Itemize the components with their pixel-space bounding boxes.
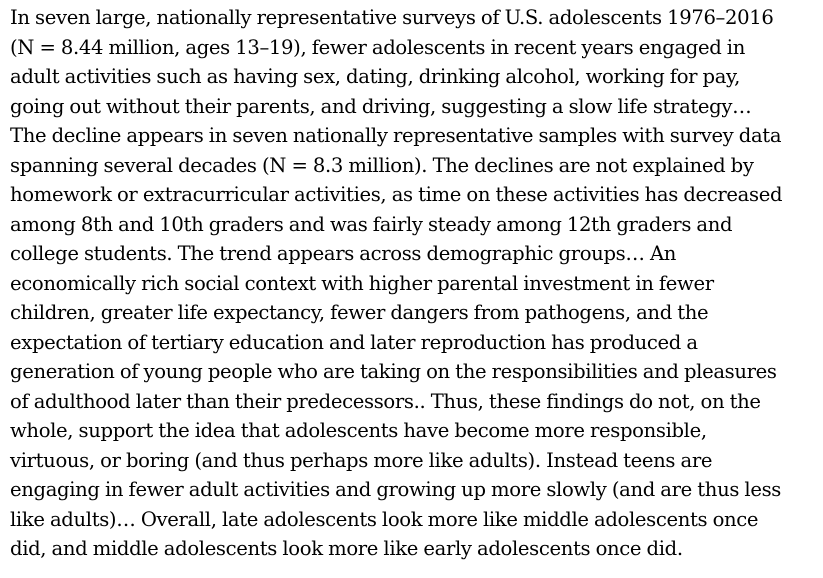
- passage-line: expectation of tertiary education and later reproduction has produced a: [10, 330, 698, 354]
- passage-line: The decline appears in seven nationally representative samples with survey data: [10, 124, 782, 147]
- passage-line: economically rich social context with higher parental investment in fewer: [10, 271, 714, 295]
- passage-line: of adulthood later than their predecessors.. Thus, these findings do not, on the: [10, 389, 761, 413]
- passage-line: like adults)… Overall, late adolescents look more like middle adolescents once: [10, 507, 759, 531]
- passage-line: virtuous, or boring (and thus perhaps more like adults). Instead teens are: [10, 448, 713, 472]
- passage-line: college students. The trend appears across demographic groups… An: [10, 242, 677, 265]
- passage-line: among 8th and 10th graders and was fairly steady among 12th graders and: [10, 212, 733, 236]
- passage-line: whole, support the idea that adolescents have become more responsible,: [10, 419, 707, 442]
- passage-line: going out without their parents, and driving, suggesting a slow life strategy…: [10, 94, 752, 118]
- passage-line: engaging in fewer adult activities and growing up more slowly (and are thus less: [10, 478, 781, 501]
- passage-line: children, greater life expectancy, fewer dangers from pathogens, and the: [10, 301, 709, 324]
- passage-line: adult activities such as having sex, dating, drinking alcohol, working for pay,: [10, 65, 741, 88]
- passage-line: did, and middle adolescents look more like early adolescents once did.: [10, 537, 683, 560]
- passage-line: In seven large, nationally representative surveys of U.S. adolescents 1976–2016: [10, 6, 774, 29]
- passage-line: spanning several decades (N = 8.3 million). The declines are not explained by: [10, 153, 754, 177]
- passage-line: (N = 8.44 million, ages 13–19), fewer adolescents in recent years engaged in: [10, 35, 745, 59]
- quoted-passage: [10, 3, 818, 564]
- passage-line: generation of young people who are taking on the responsibilities and pleasures: [10, 360, 777, 383]
- passage-line: homework or extracurricular activities, as time on these activities has decreased: [10, 183, 783, 206]
